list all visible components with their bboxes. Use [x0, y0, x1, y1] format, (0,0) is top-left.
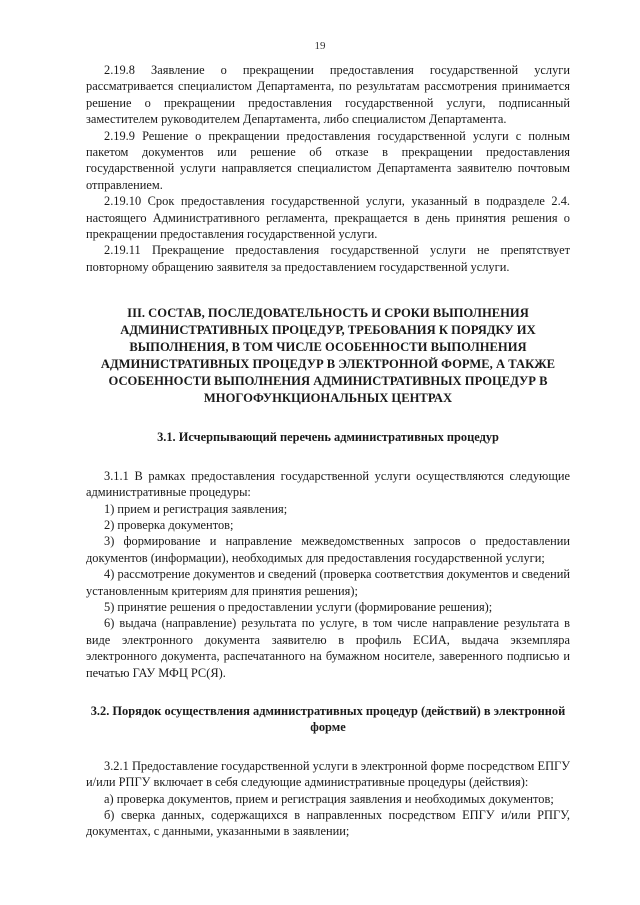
- list-item: 5) принятие решения о предоставлении услуги (формирование решения);: [104, 599, 493, 614]
- page-number: 19: [314, 40, 326, 52]
- procedures-list: [86, 501, 570, 681]
- paragraph-3-2-1: 3.2.1 Предоставление государственной услуги в электронной форме посредством ЕПГУ и/или РПГУ включает в себя следующие административные процедуры (действия):: [86, 758, 570, 790]
- electronic-procedures-list: [86, 791, 570, 840]
- paragraph-2-19-8: 2.19.8 Заявление о прекращении предоставления государственной услуги рассматривается специалистом Департамента, по результатам рассмотрения принимается решение о прекращении предоставления государственной услуги, подписанный заместителем руководителем Департамента, либо специалистом Департамента.: [86, 63, 570, 127]
- list-item: б) сверка данных, содержащихся в направленных посредством ЕПГУ и/или РПГУ, документах, с данными, указанными в заявлении;: [86, 808, 570, 839]
- subsection-3-1-title: 3.1. Исчерпывающий перечень административных процедур: [157, 430, 499, 445]
- list-item: а) проверка документов, прием и регистрация заявления и необходимых документов;: [104, 791, 554, 806]
- list-item: 6) выдача (направление) результата по услуге, в том числе направление результата в виде электронного документа заявителю в профиль ЕСИА, выдача экземпляра электронного документа, распечатанного на бумажном носителе, заверенного подписью и печатью ГАУ МФЦ РС(Я).: [86, 616, 570, 680]
- subsection-3-2-title: 3.2. Порядок осуществления административных процедур (действий) в электронной форме: [90, 703, 566, 735]
- paragraph-2-19-9: 2.19.9 Решение о прекращении предоставления государственной услуги с полным пакетом документов или решение об отказе в прекращении предоставления государственной услуги направляется специалистом Департамента заявителю почтовым отправлением.: [86, 128, 570, 192]
- list-item: 2) проверка документов;: [104, 517, 234, 532]
- paragraph-2-19-11: 2.19.11 Прекращение предоставления государственной услуги не препятствует повторному обращению заявителя за предоставлением государственной услуги.: [86, 243, 570, 274]
- paragraph-2-19-10: 2.19.10 Срок предоставления государственной услуги, указанный в подразделе 2.4. настоящего Административного регламента, прекращается в день принятия решения о прекращении предоставления государственной услуги.: [86, 194, 570, 242]
- list-item: 3) формирование и направление межведомственных запросов о предоставлении документов (информации), необходимых для предоставления государственной услуги;: [86, 534, 570, 565]
- list-item: 4) рассмотрение документов и сведений (проверка соответствия документов и сведений установленным критериям для принятия решения);: [86, 567, 570, 598]
- section-3-heading: III. СОСТАВ, ПОСЛЕДОВАТЕЛЬНОСТЬ И СРОКИ ВЫПОЛНЕНИЯ АДМИНИСТРАТИВНЫХ ПРОЦЕДУР, ТРЕБОВАНИЯ К ПОРЯДКУ ИХ ВЫПОЛНЕНИЯ, В ТОМ ЧИСЛЕ ОСОБЕННОСТИ ВЫПОЛНЕНИЯ АДМИНИСТРАТИВНЫХ ПРОЦЕДУР В ЭЛЕКТРОННОЙ ФОРМЕ, А ТАКЖЕ ОСОБЕННОСТИ ВЫПОЛНЕНИЯ АДМИНИСТРАТИВНЫХ ПРОЦЕДУР В МНОГОФУНКЦИОНАЛЬНЫХ ЦЕНТРАХ: [100, 306, 556, 406]
- page-content: [86, 62, 570, 840]
- paragraph-3-1-1: 3.1.1 В рамках предоставления государственной услуги осуществляются следующие административные процедуры:: [86, 468, 570, 500]
- list-item: 1) прием и регистрация заявления;: [104, 501, 288, 516]
